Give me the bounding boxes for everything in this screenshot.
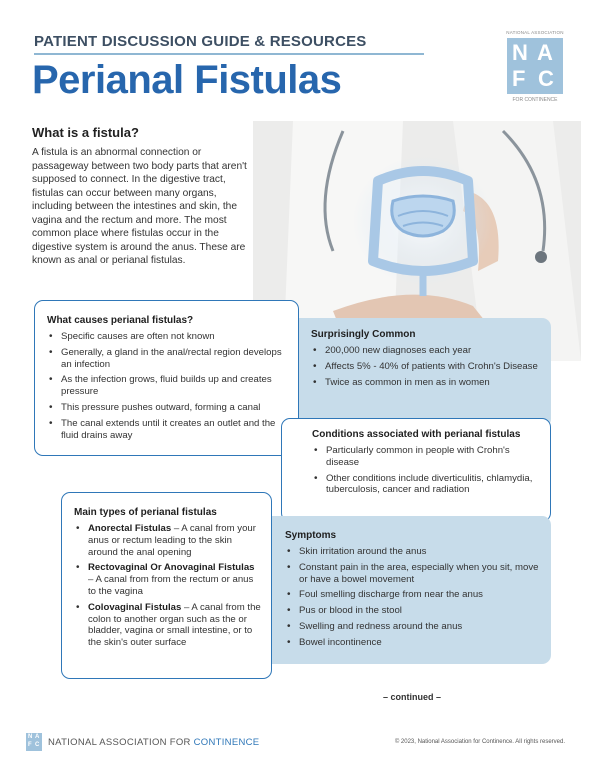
logo-letter-a: A [537, 40, 553, 65]
list-item: • Bowel incontinence [285, 637, 539, 649]
conditions-heading: Conditions associated with perianal fistulas [312, 429, 521, 440]
causes-heading: What causes perianal fistulas? [47, 315, 194, 326]
common-card [281, 318, 551, 428]
list-item: • As the infection grows, fluid builds up and creates pressure [47, 374, 286, 398]
list-item [74, 523, 261, 558]
list-item: • Swelling and redness around the anus [285, 621, 539, 633]
list-item: • Particularly common in people with Crohn's disease [312, 445, 540, 469]
intro-heading: What is a fistula? [32, 125, 139, 140]
common-heading: Surprisingly Common [311, 329, 416, 340]
type-term: Anorectal Fistulas [88, 523, 172, 534]
logo-letter-f: F [512, 66, 526, 91]
list-item: • Pus or blood in the stool [285, 605, 539, 617]
types-heading: Main types of perianal fistulas [74, 507, 217, 518]
page-title: Perianal Fistulas [32, 58, 342, 102]
symptoms-card [259, 516, 551, 664]
list-item: • Specific causes are often not known [47, 331, 286, 343]
types-list [74, 523, 261, 649]
footer-logo-n: N [28, 734, 33, 740]
logo-top-text: NATIONAL ASSOCIATION [506, 30, 564, 35]
footer-org-main: NATIONAL ASSOCIATION FOR [48, 737, 194, 748]
common-list [311, 345, 539, 388]
list-item: • 200,000 new diagnoses each year [311, 345, 539, 357]
nafc-logo [501, 30, 569, 106]
logo-box [507, 38, 563, 94]
causes-card [34, 300, 299, 456]
list-item [74, 562, 261, 597]
list-item: • Foul smelling discharge from near the anus [285, 589, 539, 601]
logo-bottom-text: FOR CONTINENCE [512, 97, 558, 103]
copyright-text: © 2023, National Association for Continence. All rights reserved. [394, 739, 565, 745]
list-item: • This pressure pushes outward, forming a canal [47, 402, 286, 414]
type-desc: – A canal from the colon to another organ such as the or bladder, vagina or small intestine, or to the skin's outer surface [88, 601, 261, 649]
header-rule [34, 53, 424, 55]
conditions-list [312, 445, 540, 496]
footer-logo-a: A [35, 734, 40, 740]
type-desc: – A canal from your anus or rectum leading to the skin around the anal opening [88, 523, 256, 558]
list-item: • Affects 5% - 40% of patients with Crohn's Disease [311, 361, 539, 373]
symptoms-list [285, 546, 539, 649]
list-item: • Constant pain in the area, especially when you sit, move or have a bowel movement [285, 562, 539, 586]
list-item: • The canal extends until it creates an outlet and the fluid drains away [47, 418, 286, 442]
list-item: • Twice as common in men as in women [311, 377, 539, 389]
list-item: • Other conditions include diverticulitis, chlamydia, tuberculosis, cancer and radiation [312, 473, 540, 497]
footer-org-name [48, 737, 259, 748]
types-card [61, 492, 272, 679]
causes-list [47, 331, 286, 441]
symptoms-heading: Symptoms [285, 530, 337, 541]
logo-letter-c: C [538, 66, 554, 91]
intro-section [32, 125, 254, 268]
footer-org-accent: CONTINENCE [193, 737, 260, 748]
list-item [74, 602, 261, 649]
footer-logo [26, 733, 42, 751]
logo-letter-n: N [512, 40, 528, 65]
intro-body: A fistula is an abnormal connection or passageway between two body parts that aren't supposed to connect. In the digestive tract, fistulas can occur between many organs, including between the intestines and skin, the vagina and the rectum and more. The most common place where fistulas occur in the digestive system is around the anus. These are known as anal or perianal fistulas. [32, 147, 247, 266]
type-term: Colovaginal Fistulas [88, 601, 182, 613]
conditions-card [281, 418, 551, 522]
list-item: • Generally, a gland in the anal/rectal region develops an infection [47, 347, 286, 371]
footer-logo-f: F [28, 742, 32, 748]
header-eyebrow: PATIENT DISCUSSION GUIDE & RESOURCES [34, 33, 367, 50]
type-term: Rectovaginal Or Anovaginal Fistulas [88, 562, 255, 574]
type-desc: – A canal from from the rectum or anus to the vagina [88, 574, 254, 597]
list-item: • Skin irritation around the anus [285, 546, 539, 558]
footer-logo-c: C [35, 742, 40, 748]
continued-label: – continued – [383, 692, 442, 702]
